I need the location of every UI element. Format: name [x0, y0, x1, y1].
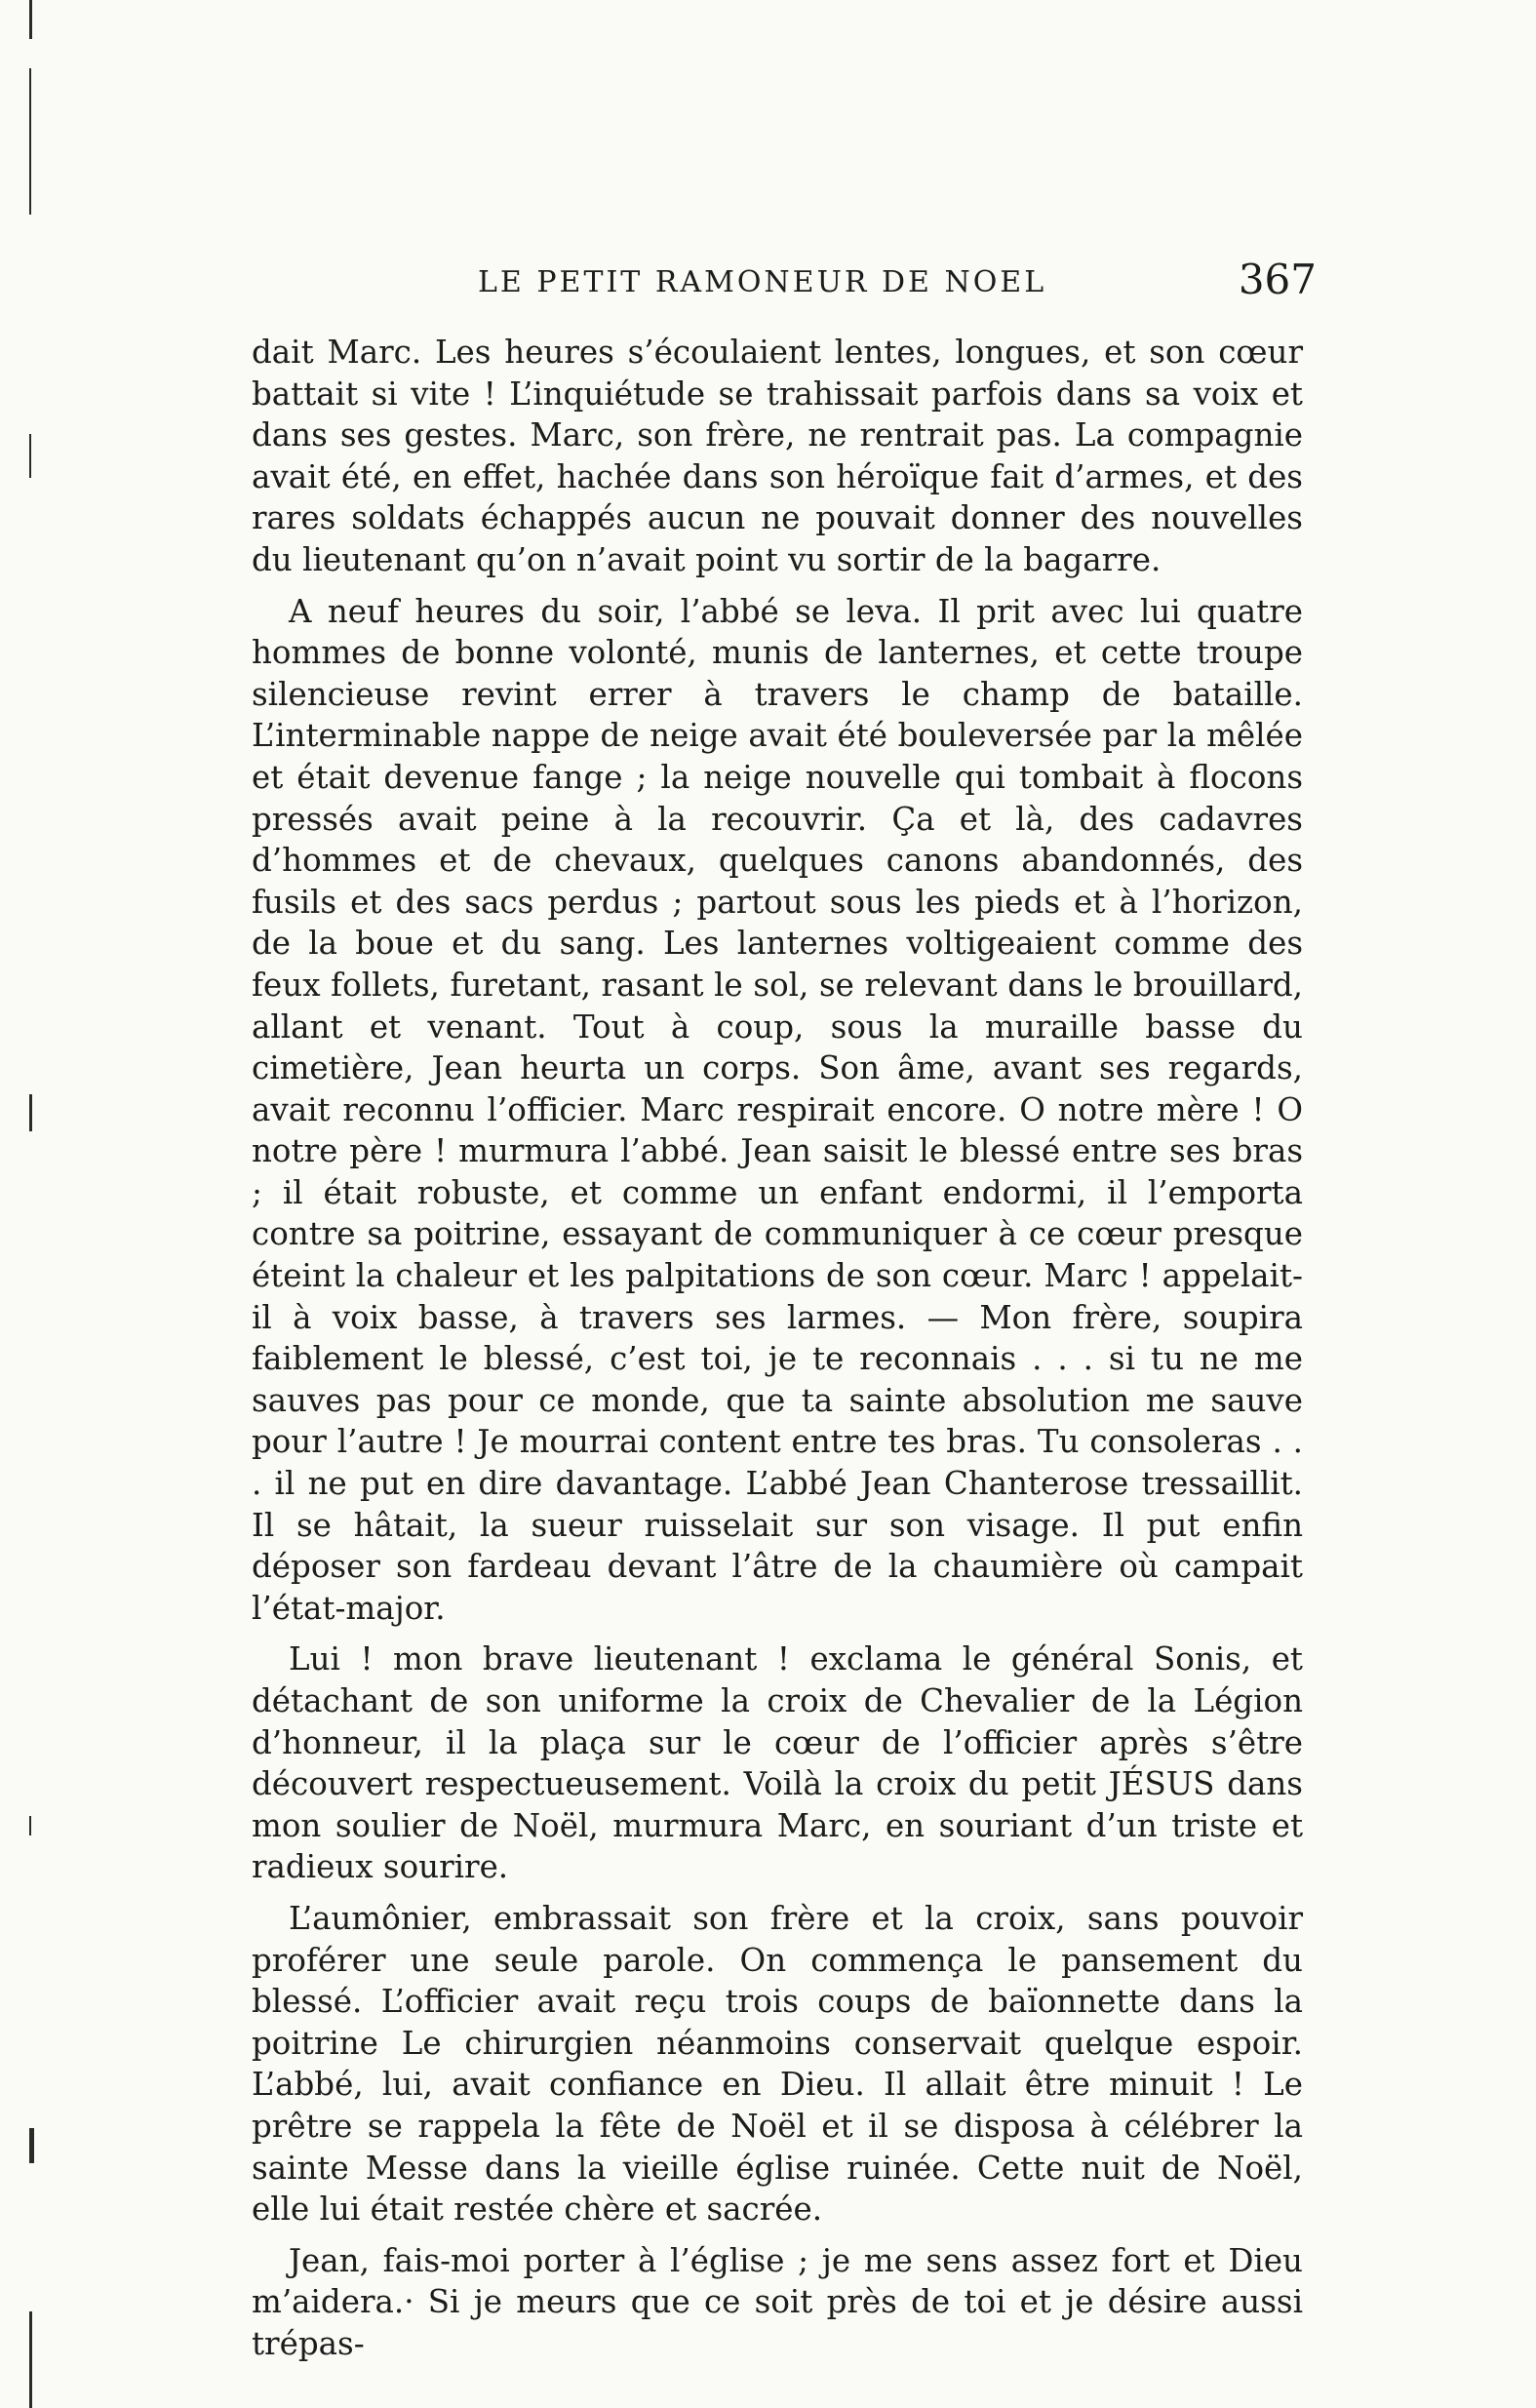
paragraph: Lui ! mon brave lieutenant ! exclama le général Sonis, et détachant de son uniforme la croix de Chevalier de la Légion d’honneur, il la plaça sur le cœur de l’officier après s’être découvert respectueusement. Voilà la croix du petit JÉSUS dans mon soulier de Noël, murmura Marc, en souriant d’un triste et radieux sourire. — [252, 1640, 1303, 1886]
paragraph: L’aumônier, embrassait son frère et la croix, sans pouvoir proférer une seule parole. On commença le pansement du blessé. L’officier avait reçu trois coups de baïonnette dans la poitrine Le chirurgien néanmoins conservait quelque espoir. L’abbé, lui, avait confiance en Dieu. Il allait être minuit ! Le prêtre se rappela la fête de Noël et il se disposa à célébrer la sainte Messe dans la vieille église ruinée. Cette nuit de Noël, elle lui était restée chère et sacrée. — [252, 1899, 1303, 2229]
scan-margin-mark — [29, 2128, 34, 2163]
scan-margin-mark — [29, 1816, 31, 1836]
paragraph: A neuf heures du soir, l’abbé se leva. Il prit avec lui quatre hommes de bonne volonté, munis de lanternes, et cette troupe silencieuse revint errer à travers le champ de bataille. L’interminable nappe de neige avait été bouleversée par la mêlée et était devenue fange ; la neige nouvelle qui tombait à flocons pressés avait peine à la recouvrir. Ça et là, des cadavres d’hommes et de chevaux, quelques canons abandonnés, des fusils et des sacs perdus ; partout sous les pieds et à l’horizon, de la boue et du sang. Les lanternes voltigeaient comme des feux follets, furetant, rasant le sol, se relevant dans le brouillard, allant et venant. Tout à coup, sous la muraille basse du cimetière, Jean heurta un corps. Son âme, avant ses regards, avait reconnu l’officier. Marc respirait encore. O notre mère ! O notre père ! murmura l’abbé. Jean saisit le blessé entre ses bras ; il était robuste, et comme un enfant endormi, il l’emporta contre sa poitrine, essayant de communiquer à ce cœur presque éteint la chaleur et les palpitations de son cœur. Marc ! appelait-il à voix basse, à travers ses larmes. — Mon frère, soupira faiblement le blessé, c’est toi, je te reconnais . . . si tu ne me sauves pas pour ce monde, que ta sainte absolution me sauve pour l’autre ! Je mourrai content entre tes bras. Tu consoleras . . . il ne put en dire davantage. L’abbé Jean Chanterose tressaillit. Il se hâtait, la sueur ruisselait sur son visage. Il put enfin déposer son fardeau devant l’âtre de la chaumière où campait l’état-major. — [252, 592, 1303, 1627]
scan-margin-mark — [29, 1094, 32, 1131]
page-number: 367 — [1238, 256, 1317, 303]
running-title: LE PETIT RAMONEUR DE NOEL — [478, 265, 1047, 299]
scan-margin-mark — [29, 2311, 32, 2408]
scan-margin-mark — [29, 68, 31, 215]
scan-margin-mark — [29, 434, 31, 478]
paragraph: Jean, fais-moi porter à l’église ; je me sens assez fort et Dieu m’aidera.· Si je meurs que ce soit près de toi et je désire aussi trépas- — [252, 2241, 1303, 2362]
paragraph: dait Marc. Les heures s’écoulaient lentes, longues, et son cœur battait si vite ! L’inquiétude se trahissait parfois dans sa voix et dans ses gestes. Marc, son frère, ne rentrait pas. La compagnie avait été, en effet, hachée dans son héroïque fait d’armes, et des rares soldats échappés aucun ne pouvait donner des nouvelles du lieutenant qu’on n’avait point vu sortir de la bagarre. — [252, 334, 1303, 578]
body-text — [252, 332, 1303, 2365]
scan-margin-mark — [29, 0, 32, 39]
page-header — [254, 256, 1317, 314]
